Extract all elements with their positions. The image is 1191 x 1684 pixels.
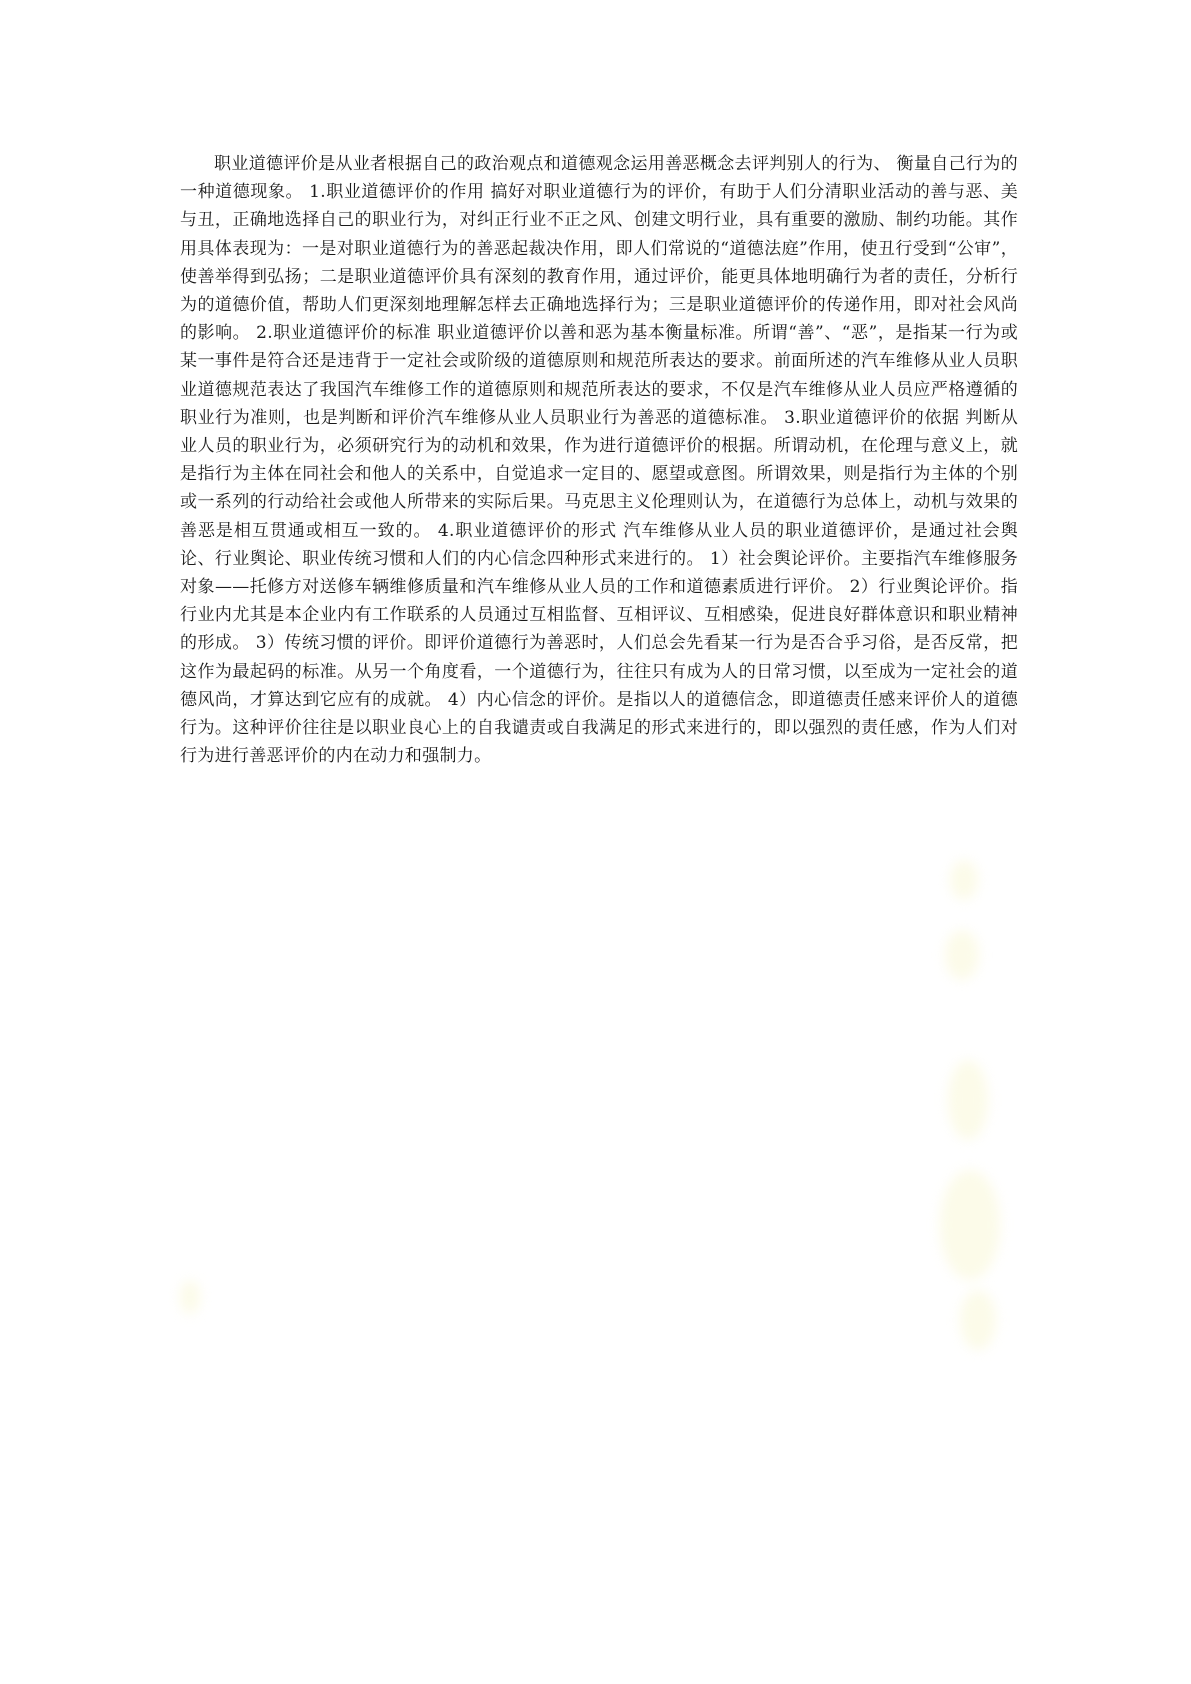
scan-stain bbox=[945, 930, 979, 980]
scan-stain bbox=[948, 1060, 988, 1140]
body-paragraph: 职业道德评价是从业者根据自己的政治观点和道德观念运用善恶概念去评判别人的行为、 衡量自己行为的一种道德现象。 1.职业道德评价的作用 搞好对职业道德行为的评价，有助于人们分清职业活动的善与恶、美与丑，正确地选择自己的职业行为，对纠正行业不正之风、创建文明行业，具有重要的激励、制约功能。其作用具体表现为：一是对职业道德行为的善恶起裁决作用，即人们常说的“道德法庭”作用，使丑行受到“公审”，使善举得到弘扬；二是职业道德评价具有深刻的教育作用，通过评价，能更具体地明确行为者的责任，分析行为的道德价值，帮助人们更深刻地理解怎样去正确地选择行为；三是职业道德评价的传递作用，即对社会风尚的影响。 2.职业道德评价的标准 职业道德评价以善和恶为基本衡量标准。所谓“善”、“恶”，是指某一行为或某一事件是符合还是违背于一定社会或阶级的道德原则和规范所表达的要求。前面所述的汽车维修从业人员职业道德规范表达了我国汽车维修工作的道德原则和规范所表达的要求，不仅是汽车维修从业人员应严格遵循的职业行为准则，也是判断和评价汽车维修从业人员职业行为善恶的道德标准。 3.职业道德评价的依据 判断从业人员的职业行为，必须研究行为的动机和效果，作为进行道德评价的根据。所谓动机，在伦理与意义上，就是指行为主体在同社会和他人的关系中，自觉追求一定目的、愿望或意图。所谓效果，则是指行为主体的个别或一系列的行动给社会或他人所带来的实际后果。马克思主义伦理则认为，在道德行为总体上，动机与效果的善恶是相互贯通或相互一致的。 4.职业道德评价的形式 汽车维修从业人员的职业道德评价，是通过社会舆论、行业舆论、职业传统习惯和人们的内心信念四种形式来进行的。 1）社会舆论评价。主要指汽车维修服务对象——托修方对送修车辆维修质量和汽车维修从业人员的工作和道德素质进行评价。 2）行业舆论评价。指行业内尤其是本企业内有工作联系的人员通过互相监督、互相评议、互相感染，促进良好群体意识和职业精神的形成。 3）传统习惯的评价。即评价道德行为善恶时，人们总会先看某一行为是否合乎习俗，是否反常，把这作为最起码的标准。从另一个角度看，一个道德行为，往往只有成为人的日常习惯，以至成为一定社会的道德风尚，才算达到它应有的成就。 4）内心信念的评价。是指以人的道德信念，即道德责任感来评价人的道德行为。这种评价往往是以职业良心上的自我谴责或自我满足的形式来进行的，即以强烈的责任感，作为人们对行为进行善恶评价的内在动力和强制力。 bbox=[180, 154, 1018, 767]
scan-stain bbox=[950, 860, 978, 900]
scan-stain bbox=[180, 1280, 200, 1314]
scan-stain bbox=[960, 1290, 996, 1350]
scan-stain bbox=[940, 1170, 1000, 1280]
